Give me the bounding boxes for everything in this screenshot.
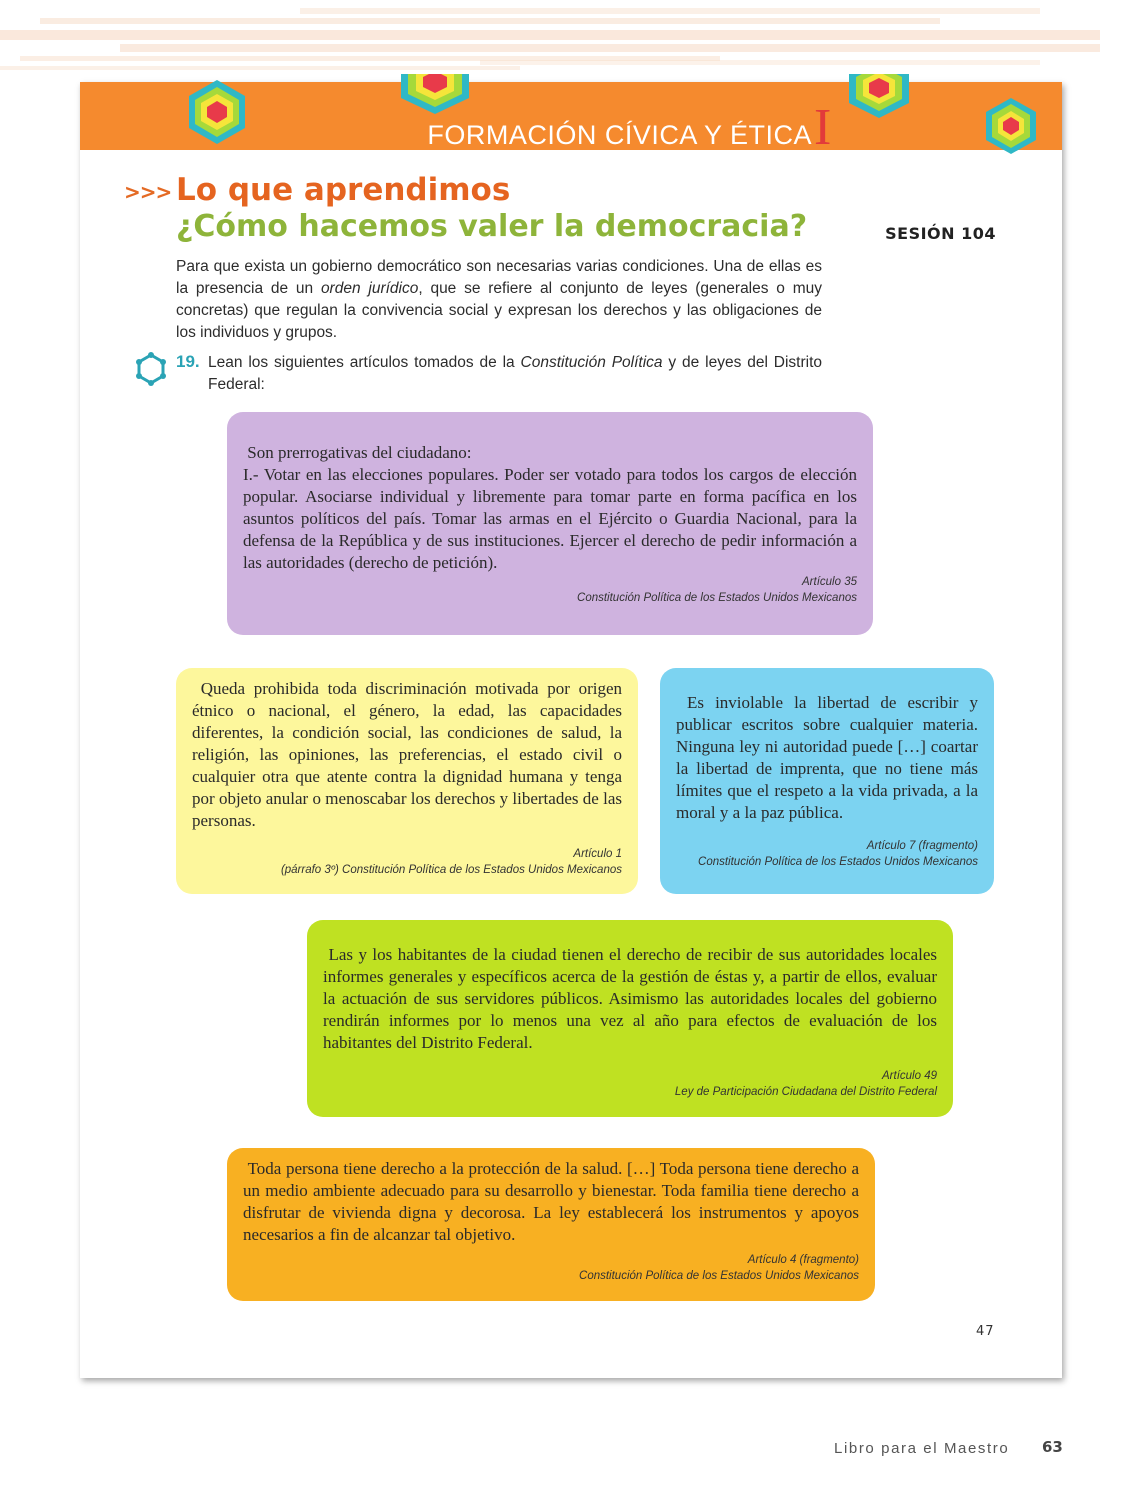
volume-numeral: I bbox=[814, 99, 832, 156]
quote-citation: Artículo 1 (párrafo 3º) Constitución Política de los Estados Unidos Mexicanos bbox=[280, 848, 622, 876]
activity-icon bbox=[134, 352, 168, 386]
quote-citation: Artículo 49 Ley de Participación Ciudadana del Distrito Federal bbox=[674, 1070, 937, 1098]
quote-box-article-4 bbox=[227, 1148, 875, 1301]
page-number: 47 bbox=[976, 1324, 995, 1339]
quote-box-article-1 bbox=[176, 668, 638, 894]
section-title: Lo que aprendimos bbox=[176, 172, 511, 208]
session-label: SESIÓN 104 bbox=[885, 224, 996, 243]
quote-citation: Artículo 35 Constitución Política de los Estados Unidos Mexicanos bbox=[577, 576, 857, 604]
quote-text: Son prerrogativas del ciudadano: I.- Votar en las elecciones populares. Poder ser votado para todos los cargos de elección popular. Asociarse individual y libremente para tomar parte en forma pacífica en los asuntos políticos del país. Tomar las armas en el Ejército o Guardia Nacional, para la defensa de la República y de sus instituciones. Ejercer el derecho de pedir información a las autoridades (derecho de petición). bbox=[243, 443, 857, 572]
quote-box-article-35 bbox=[227, 412, 873, 635]
subject-title: FORMACIÓN CÍVICA Y ÉTICA bbox=[427, 120, 812, 150]
quote-text: Queda prohibida toda discriminación motivada por origen étnico o nacional, el género, la edad, las capacidades diferentes, la condición social, las condiciones de salud, la religión, las opiniones, las preferencias, el estado civil o cualquier otra que atente contra la dignidad humana y tenga por objeto anular o menoscabar los derechos y libertades de las personas. bbox=[192, 679, 623, 830]
section-marker-icon: >>> bbox=[124, 180, 172, 204]
quote-text: Las y los habitantes de la ciudad tienen el derecho de recibir de sus autoridades locales informes generales y específicos acerca de la gestión de éstas y, a partir de ellos, evaluar la actuación de sus servidores públicos. Asimismo las autoridades locales del gobierno rendirán informes por lo menos una vez al año para efectos de evaluación de los habitantes del Distrito Federal. bbox=[323, 945, 937, 1052]
intro-paragraph: Para que exista un gobierno democrático son necesarias varias condiciones. Una de ellas es la presencia de un orden jurídico, que se refiere al conjunto de leyes (generales o muy concretas) que regulan la convivencia social y expresan los derechos y las obligaciones de los individuos y grupos. bbox=[176, 258, 822, 341]
quote-box-article-49 bbox=[307, 920, 953, 1117]
quote-text: Toda persona tiene derecho a la protección de la salud. […] Toda persona tiene derecho a un medio ambiente adecuado para su desarrollo y bienestar. Toda familia tiene derecho a disfrutar de vivienda digna y decorosa. La ley establecerá los instrumentos y apoyos necesarios a fin de alcanzar tal objetivo. bbox=[243, 1159, 860, 1244]
hexagon-icon bbox=[189, 80, 245, 144]
quote-citation: Artículo 7 (fragmento) Constitución Política de los Estados Unidos Mexicanos bbox=[698, 840, 978, 868]
footer-page-number: 63 bbox=[1042, 1438, 1063, 1456]
quote-text: Es inviolable la libertad de escribir y publicar escritos sobre cualquier materia. Ninguna ley ni autoridad puede […] coartar la libertad de imprenta, que no tiene más límites que el respeto a la vida privada, a la moral y a la paz pública. bbox=[676, 693, 978, 822]
activity-number: 19. bbox=[176, 352, 200, 371]
subject-header-band bbox=[80, 82, 1062, 156]
hexagon-icon bbox=[849, 74, 909, 118]
hexagon-icon bbox=[986, 98, 1036, 154]
section-subtitle: ¿Cómo hacemos valer la democracia? bbox=[176, 209, 808, 244]
quote-box-article-7 bbox=[660, 668, 994, 894]
activity-instruction: Lean los siguientes artículos tomados de la Constitución Política y de leyes del Distrito Federal: bbox=[208, 354, 822, 393]
emphasis: Constitución Política bbox=[520, 354, 663, 371]
quote-citation: Artículo 4 (fragmento) Constitución Política de los Estados Unidos Mexicanos bbox=[579, 1254, 859, 1282]
hexagon-icon bbox=[401, 74, 469, 114]
footer-label: Libro para el Maestro bbox=[834, 1440, 1010, 1457]
emphasis: orden jurídico bbox=[320, 280, 419, 297]
